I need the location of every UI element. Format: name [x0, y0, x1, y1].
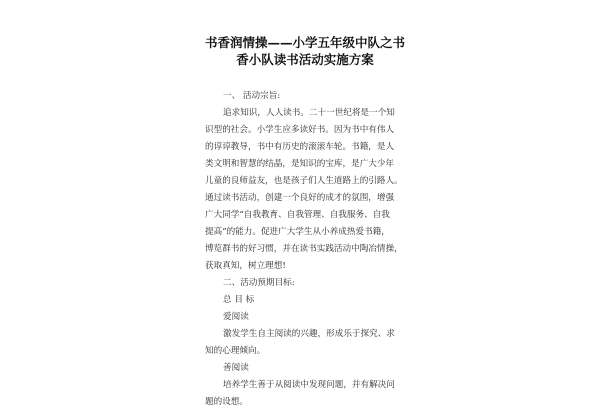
- text-line: 爱阅读: [223, 312, 249, 322]
- text-line: 博览群书的好习惯，并在读书实践活动中陶冶情操，: [205, 244, 403, 254]
- text-line: 培养学生善于从阅读中发现问题，并有解决问: [223, 380, 395, 390]
- text-line: 题的设想。: [205, 397, 248, 407]
- text-line: 二、活动预期目标:: [223, 278, 295, 288]
- text-line: 类文明和智慧的结晶，是知识的宝库，是广大少年: [205, 159, 395, 169]
- document-body: [205, 88, 405, 411]
- text-line: 追求知识，人人读书。二十一世纪将是一个知: [223, 108, 395, 118]
- text-line: 识型的社会。小学生应多读好书。因为书中有伟人: [205, 125, 395, 135]
- text-line: 广大同学“自我教育、自我管理、自我服务、自我: [205, 210, 390, 220]
- text-line: 的谆谆教导，书中有历史的滚滚车轮。书籍，是人: [205, 142, 395, 152]
- title-line: 香小队读书活动实施方案: [236, 52, 374, 67]
- text-line: 获取真知，树立理想!: [205, 261, 286, 271]
- text-line: 总 目 标: [223, 295, 255, 305]
- text-line: 通过读书活动，创建一个良好的成才的氛围，增强: [205, 193, 395, 203]
- text-line: 一、 活动宗旨:: [223, 91, 281, 101]
- text-line: 知的心理倾向。: [205, 346, 266, 356]
- text-line: 提高”的能力。促进广大学生从小养成热爱书籍，: [205, 227, 390, 237]
- text-line: 儿童的良师益友，也是孩子们人生道路上的引路人。: [205, 176, 403, 186]
- text-line: 善阅读: [223, 363, 249, 373]
- document-content: [205, 34, 405, 411]
- text-line: 激发学生自主阅读的兴趣，形成乐于探究、求: [223, 329, 395, 339]
- title-line: 书香润情操——小学五年级中队之书: [205, 35, 406, 50]
- document-title: [205, 34, 405, 68]
